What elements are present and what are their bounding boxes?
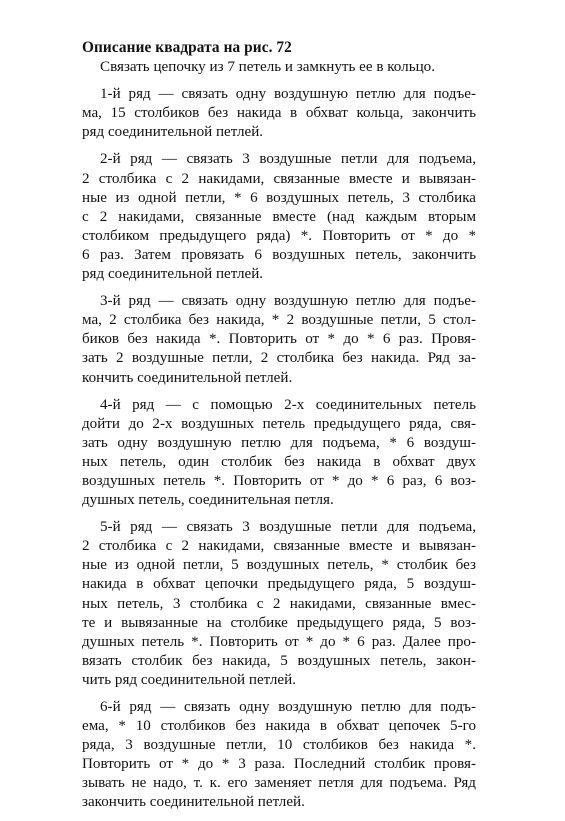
- text-line: воздушных петель *. Повторить от * до * 6 раз, 6 воз-: [82, 472, 476, 489]
- text-line: 2 столбика с 2 накидами, связанные вместе и вывязан-: [82, 170, 476, 187]
- text-line: ма, 15 столбиков без накида в обхват кольца, закончить: [82, 105, 476, 122]
- paragraph-row-4: [82, 396, 476, 511]
- text-line: 6-й ряд — связать одну воздушную петлю для подъ-: [100, 699, 476, 715]
- text-line: ных петель, один столбик без накида в обхват двух: [82, 453, 476, 470]
- text-line: ма, 2 столбика без накида, * 2 воздушные петли, 5 стол-: [82, 312, 476, 329]
- text-line: вязать столбик без накида, 5 воздушных петель, закон-: [82, 652, 476, 669]
- text-line: душных петель, соединительная петля.: [82, 492, 334, 509]
- paragraph-row-3: [82, 292, 476, 387]
- text-line: столбиком предыдущего ряда) *. Повторить от * до *: [82, 227, 476, 244]
- text-line: ные из одной петли, * 6 воздушных петель, 3 столбика: [82, 189, 476, 206]
- document-page: [82, 38, 476, 821]
- text-line: зать 2 воздушные петли, 2 столбика без накида. Ряд за-: [82, 350, 476, 367]
- text-line: ряда, 3 воздушные петли, 10 столбиков без накида *.: [82, 737, 476, 754]
- text-line: те и вывязанные на столбике предыдущего ряда, 5 воз-: [82, 614, 476, 631]
- paragraph-row-5: [82, 518, 476, 690]
- text-line: зать одну воздушную петлю для подъема, * 6 воздуш-: [82, 434, 476, 451]
- text-line: кончить соединительной петлей.: [82, 369, 293, 386]
- text-line: 3-й ряд — связать одну воздушную петлю для подъе-: [100, 293, 476, 310]
- text-line: ема, * 10 столбиков без накида в обхват цепочек 5-го: [82, 718, 476, 735]
- text-line: закончить соединительной петлей.: [82, 794, 305, 811]
- text-line: душных петель *. Повторить от * до * 6 раз. Далее про-: [82, 633, 476, 650]
- text-line: 4-й ряд — с помощью 2-х соединительных петель: [100, 396, 476, 413]
- text-line: Связать цепочку из 7 петель и замкнуть ее в кольцо.: [100, 59, 435, 76]
- text-line: ные из одной петли, 5 воздушных петель, * столбик без: [82, 557, 476, 574]
- text-line: биков без накида *. Повторить от * до * 6 раз. Провя-: [82, 331, 476, 348]
- text-line: ряд соединительной петлей.: [82, 124, 264, 141]
- text-line: 1-й ряд — связать одну воздушную петлю для подъе-: [100, 86, 476, 103]
- paragraph-intro: [82, 58, 476, 77]
- text-line: Повторить от * до * 3 раза. Последний столбик провя-: [82, 756, 476, 773]
- text-line: дойти до 2-х воздушных петель предыдущего ряда, свя-: [82, 415, 476, 432]
- text-line: 5-й ряд — связать 3 воздушные петли для подъема,: [100, 519, 476, 536]
- text-line: ных петель, 3 столбика с 2 накидами, связанные вмес-: [82, 595, 476, 612]
- text-line: 6 раз. Затем провязать 6 воздушных петель, закончить: [82, 246, 476, 263]
- text-line: с 2 накидами, связанные вместе (над каждым вторым: [82, 208, 476, 225]
- paragraph-row-1: [82, 85, 476, 142]
- section-heading: Описание квадрата на рис. 72: [82, 39, 292, 56]
- text-line: накида в обхват цепочки предыдущего ряда, 5 воздуш-: [82, 576, 476, 593]
- paragraph-row-6: [82, 698, 476, 813]
- text-line: 2-й ряд — связать 3 воздушные петли для подъема,: [100, 151, 476, 168]
- text-line: зывать не надо, т. к. его заменяет петля для подъема. Ряд: [82, 775, 476, 792]
- paragraph-row-2: [82, 150, 476, 284]
- text-line: чить ряд соединительной петлей.: [82, 671, 296, 688]
- text-line: 2 столбика с 2 накидами, связанные вместе и вывязан-: [82, 538, 476, 555]
- text-line: ряд соединительной петлей.: [82, 266, 264, 283]
